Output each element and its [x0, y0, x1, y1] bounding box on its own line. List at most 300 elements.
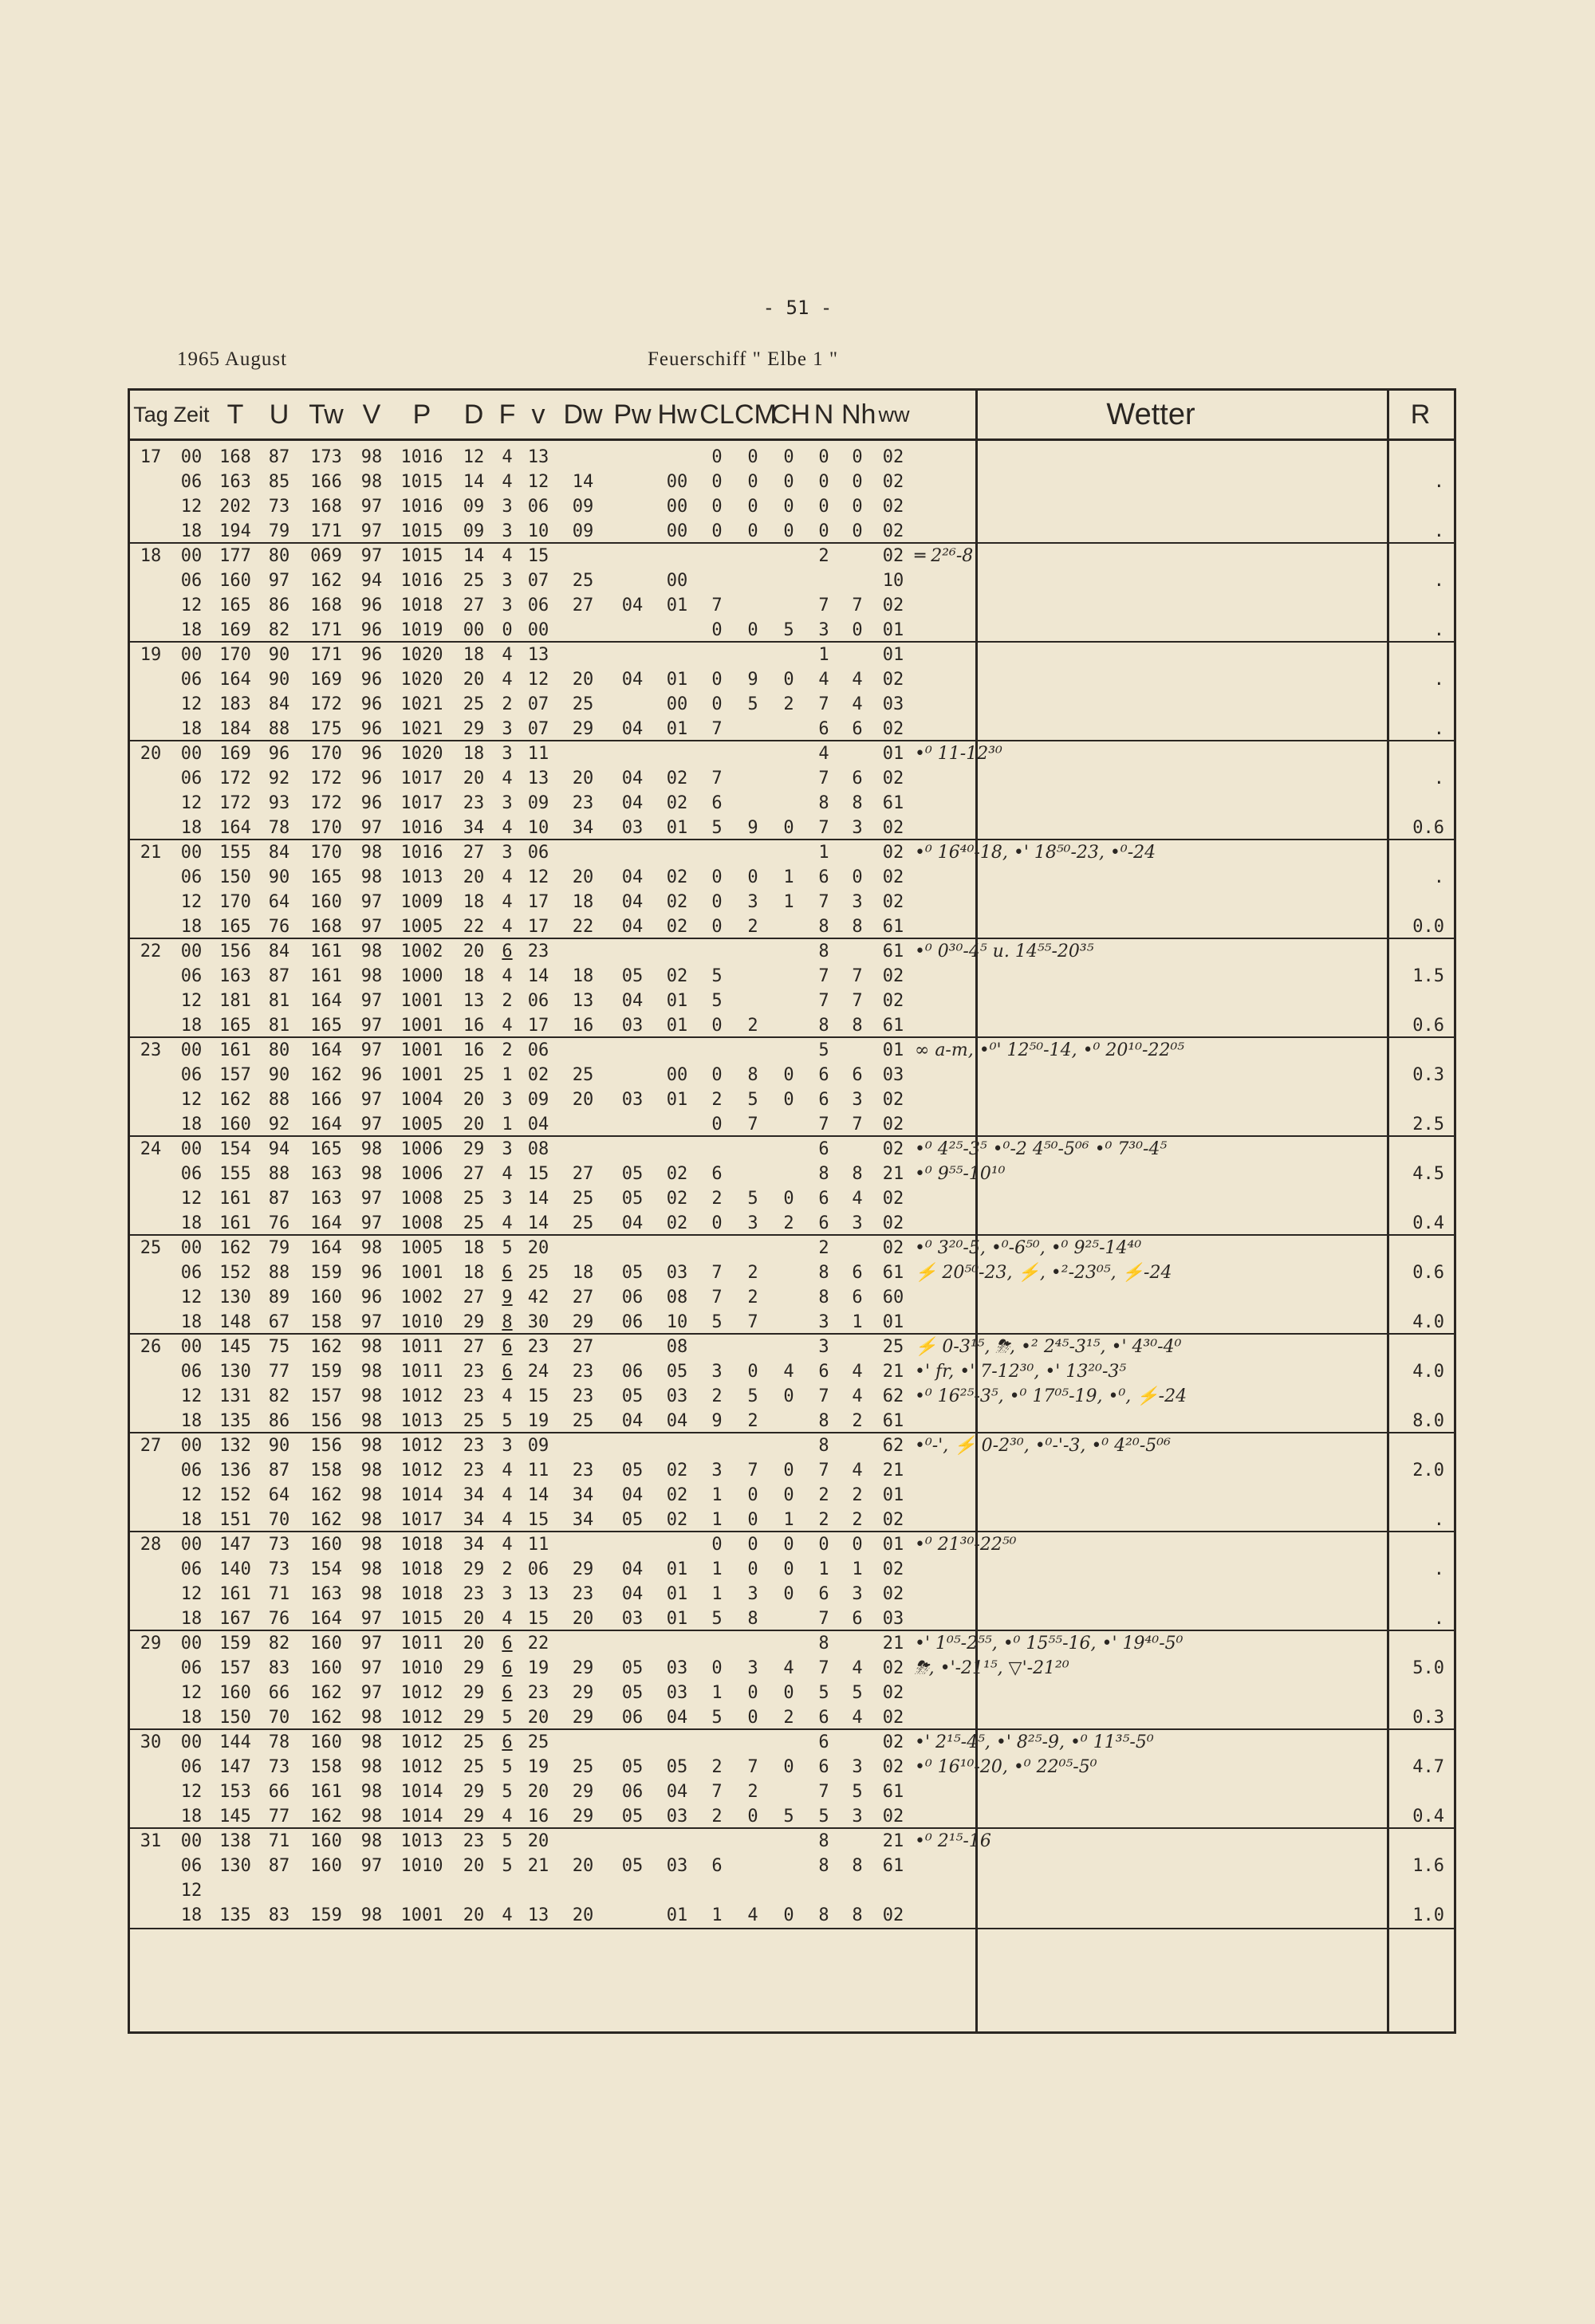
- cell-r: 4.0: [1412, 1312, 1444, 1332]
- cell-r: 2.0: [1412, 1461, 1444, 1481]
- cell-n: 0: [818, 1535, 829, 1555]
- table-row: [130, 618, 1454, 643]
- cell-tw: 172: [310, 694, 342, 714]
- cell-tw: 162: [310, 1708, 342, 1728]
- cell-ch: 0: [783, 497, 794, 517]
- cell-v: 07: [527, 694, 549, 714]
- cell-u: 73: [268, 1535, 290, 1555]
- cell-cl: 7: [711, 596, 723, 615]
- cell-f: 5: [502, 1757, 513, 1777]
- cell-t: 145: [219, 1807, 251, 1827]
- cell-ww: [873, 1878, 913, 1903]
- cell-v: 10: [527, 818, 549, 838]
- cell-ww: 02: [882, 1584, 904, 1604]
- cell-v: 20: [527, 1708, 549, 1728]
- cell-v: 15: [527, 546, 549, 566]
- cell-hw: 00: [666, 497, 688, 517]
- cell-ch: [771, 1112, 806, 1137]
- cell-p: 1001: [400, 1263, 443, 1283]
- cell-zeit: 06: [180, 1856, 203, 1876]
- cell-tw: 172: [310, 793, 342, 813]
- cell-d: 25: [463, 1732, 485, 1752]
- cell-dw: 29: [572, 1559, 594, 1579]
- cell-f: 9: [502, 1288, 513, 1307]
- cell-t: 162: [219, 1090, 251, 1110]
- cell-ch: [771, 1433, 806, 1458]
- cell-cl: 7: [711, 1782, 723, 1802]
- cell-n: 0: [818, 447, 829, 467]
- cell-tw: 173: [310, 447, 342, 467]
- cell-u: 97: [268, 571, 290, 591]
- cell-u: 70: [268, 1510, 290, 1530]
- cell-v: 98: [360, 1164, 383, 1184]
- cell-ch: [771, 1285, 806, 1310]
- cell-d: 18: [463, 1238, 485, 1258]
- cell-f: 4: [502, 645, 513, 665]
- cell-v: 09: [527, 1436, 549, 1456]
- cell-cm: [734, 791, 771, 816]
- cell-u: 87: [268, 1461, 290, 1481]
- cell-p: 1001: [400, 1016, 443, 1036]
- cell-f: 5: [502, 1856, 513, 1876]
- cell-ch: [771, 939, 806, 964]
- cell-cm: [734, 1137, 771, 1162]
- cell-hw: [655, 445, 699, 470]
- cell-tag: 24: [140, 1139, 162, 1159]
- cell-t: 161: [219, 1189, 251, 1209]
- cell-u: 88: [268, 1164, 290, 1184]
- cell-ww: 02: [882, 1090, 904, 1110]
- table-row: [130, 470, 1454, 494]
- cell-pw: 05: [621, 1658, 644, 1678]
- cell-v: 17: [527, 1016, 549, 1036]
- cell-nh: 5: [852, 1782, 863, 1802]
- cell-cm: [734, 568, 771, 593]
- cell-tw: 158: [310, 1757, 342, 1777]
- cell-n: 7: [818, 892, 829, 912]
- cell-pw: 05: [621, 1856, 644, 1876]
- cell-p: 1019: [400, 620, 443, 640]
- cell-ch: [771, 1310, 806, 1335]
- cell-zeit: 06: [180, 1065, 203, 1085]
- cell-cl: 7: [711, 769, 723, 788]
- cell-r: 1.0: [1412, 1905, 1444, 1925]
- table-row: [130, 568, 1454, 593]
- cell-d: 29: [463, 1782, 485, 1802]
- cell-u: 85: [268, 472, 290, 492]
- cell-ch: [771, 1631, 806, 1656]
- table-row: [130, 544, 1454, 568]
- cell-cl: 7: [711, 1263, 723, 1283]
- cell-ch: 0: [783, 472, 794, 492]
- cell-p: 1011: [400, 1337, 443, 1357]
- cell-nh: 7: [852, 596, 863, 615]
- cell-cl: 2: [711, 1757, 723, 1777]
- column-header-cl: CL: [699, 399, 734, 430]
- cell-v: 97: [360, 1856, 383, 1876]
- cell-hw: 00: [666, 472, 688, 492]
- cell-n: [806, 1878, 841, 1903]
- cell-tw: 169: [310, 670, 342, 690]
- cell-dw: [556, 1631, 610, 1656]
- cell-ch: 1: [783, 1510, 794, 1530]
- cell-u: 92: [268, 769, 290, 788]
- cell-cm: 0: [747, 497, 758, 517]
- cell-n: 8: [818, 1856, 829, 1876]
- cell-r: 0.4: [1412, 1213, 1444, 1233]
- cell-f: 3: [502, 1090, 513, 1110]
- cell-zeit: 18: [180, 620, 203, 640]
- cell-pw: 05: [621, 966, 644, 986]
- cell-r: 0.6: [1412, 1263, 1444, 1283]
- cell-dw: 23: [572, 793, 594, 813]
- cell-t: 150: [219, 1708, 251, 1728]
- cell-nh: 3: [852, 818, 863, 838]
- cell-hw: 05: [666, 1757, 688, 1777]
- cell-cl: 9: [711, 1411, 723, 1431]
- cell-n: 8: [818, 1016, 829, 1036]
- table-row: [130, 1087, 1454, 1112]
- cell-u: 79: [268, 1238, 290, 1258]
- cell-v: 98: [360, 1436, 383, 1456]
- cell-n: 6: [818, 719, 829, 739]
- cell-dw: 23: [572, 1386, 594, 1406]
- cell-cl: 0: [711, 497, 723, 517]
- cell-p: 1021: [400, 694, 443, 714]
- cell-ww: 02: [882, 1905, 904, 1925]
- cell-cl: 5: [711, 1609, 723, 1629]
- cell-d: 29: [463, 1139, 485, 1159]
- cell-cl: [699, 568, 734, 593]
- cell-nh: 0: [852, 447, 863, 467]
- cell-zeit: 00: [180, 645, 203, 665]
- cell-n: 7: [818, 1386, 829, 1406]
- cell-n: 0: [818, 497, 829, 517]
- cell-ch: [771, 1137, 806, 1162]
- table-row: [130, 865, 1454, 890]
- cell-n: 1: [818, 645, 829, 665]
- cell-pw: [610, 1063, 655, 1087]
- cell-u: 77: [268, 1807, 290, 1827]
- cell-zeit: 06: [180, 966, 203, 986]
- cell-cl: [699, 1433, 734, 1458]
- cell-wetter: ⚡ 0-3¹⁵, ⛈, •² 2⁴⁵-3¹⁵, •' 4³⁰-4⁰: [915, 1337, 1182, 1357]
- cell-p: 1016: [400, 571, 443, 591]
- cell-zeit: 06: [180, 571, 203, 591]
- cell-t: 177: [219, 546, 251, 566]
- cell-d: 20: [463, 1090, 485, 1110]
- cell-ww: 02: [882, 818, 904, 838]
- cell-zeit: 12: [180, 1288, 203, 1307]
- cell-ch: 2: [783, 694, 794, 714]
- table-row: [130, 1854, 1454, 1878]
- cell-nh: 4: [852, 1708, 863, 1728]
- cell-tw: 171: [310, 620, 342, 640]
- cell-nh: 2: [852, 1411, 863, 1431]
- cell-zeit: 18: [180, 1708, 203, 1728]
- cell-tw: 160: [310, 1535, 342, 1555]
- cell-u: 70: [268, 1708, 290, 1728]
- cell-v: 22: [527, 1634, 549, 1654]
- header-rule: [130, 438, 1454, 441]
- cell-d: 20: [463, 942, 485, 961]
- cell-n: 5: [818, 1040, 829, 1060]
- cell-ww: 61: [882, 942, 904, 961]
- cell-r: 4.7: [1412, 1757, 1444, 1777]
- cell-nh: 4: [852, 670, 863, 690]
- cell-zeit: 18: [180, 1115, 203, 1134]
- cell-cm: 0: [747, 1510, 758, 1530]
- cell-cl: 0: [711, 694, 723, 714]
- table-row: [130, 1211, 1454, 1236]
- cell-pw: 04: [621, 793, 644, 813]
- cell-r: 1.5: [1412, 966, 1444, 986]
- cell-nh: 6: [852, 719, 863, 739]
- cell-v: 96: [360, 645, 383, 665]
- cell-t: 202: [219, 497, 251, 517]
- cell-r: [1387, 1137, 1444, 1162]
- cell-f: 6: [502, 1337, 513, 1357]
- table-row: [130, 692, 1454, 717]
- cell-r: [1387, 1631, 1444, 1656]
- cell-v: 97: [360, 1312, 383, 1332]
- cell-wetter: [915, 816, 1385, 840]
- cell-t: 157: [219, 1658, 251, 1678]
- cell-pw: [610, 1730, 655, 1755]
- cell-tw: 165: [310, 867, 342, 887]
- cell-p: 1015: [400, 521, 443, 541]
- cell-dw: 20: [572, 1090, 594, 1110]
- cell-zeit: 00: [180, 1634, 203, 1654]
- cell-cl: 0: [711, 1016, 723, 1036]
- cell-tw: 162: [310, 571, 342, 591]
- cell-wetter: [915, 1878, 1385, 1903]
- cell-cl: 0: [711, 1213, 723, 1233]
- cell-f: 1: [502, 1115, 513, 1134]
- cell-wetter: •⁰ 2¹⁵-16: [915, 1831, 991, 1851]
- cell-cm: 2: [747, 917, 758, 937]
- table-row: [130, 1878, 1454, 1903]
- cell-u: 90: [268, 645, 290, 665]
- cell-tw: 170: [310, 818, 342, 838]
- cell-zeit: 00: [180, 1831, 203, 1851]
- cell-v: 98: [360, 1485, 383, 1505]
- cell-tag: 31: [140, 1831, 162, 1851]
- cell-r: [1387, 1483, 1444, 1508]
- cell-v: 24: [527, 1362, 549, 1382]
- cell-v: 09: [527, 1090, 549, 1110]
- cell-p: 1006: [400, 1164, 443, 1184]
- cell-pw: 06: [621, 1708, 644, 1728]
- cell-wetter: •⁰ 9⁵⁵-10¹⁰: [915, 1164, 1006, 1184]
- cell-tw: 163: [310, 1189, 342, 1209]
- cell-wetter: [915, 643, 1385, 667]
- cell-r: 5.0: [1412, 1658, 1444, 1678]
- column-header-tw: Tw: [309, 399, 344, 430]
- cell-f: 4: [502, 546, 513, 566]
- cell-cm: [734, 1236, 771, 1260]
- cell-r: 2.5: [1412, 1115, 1444, 1134]
- cell-n: 6: [818, 1362, 829, 1382]
- cell-nh: 6: [852, 1263, 863, 1283]
- cell-cm: 0: [747, 1485, 758, 1505]
- cell-n: 7: [818, 694, 829, 714]
- cell-n: 8: [818, 1905, 829, 1925]
- cell-v: 13: [527, 447, 549, 467]
- cell-pw: 04: [621, 1411, 644, 1431]
- table-row: [130, 1532, 1454, 1557]
- cell-cl: 6: [711, 1164, 723, 1184]
- cell-t: 153: [219, 1782, 251, 1802]
- cell-f: 1: [502, 1065, 513, 1085]
- cell-r: .: [1433, 769, 1444, 788]
- cell-v: 13: [527, 1905, 549, 1925]
- cell-tw: 161: [310, 942, 342, 961]
- cell-wetter: [915, 865, 1385, 890]
- cell-cm: 5: [747, 1189, 758, 1209]
- cell-hw: 02: [666, 1485, 688, 1505]
- cell-p: 1011: [400, 1634, 443, 1654]
- cell-tw: [299, 1878, 353, 1903]
- cell-r: [1387, 840, 1444, 865]
- cell-d: 20: [463, 1115, 485, 1134]
- cell-u: 79: [268, 521, 290, 541]
- cell-zeit: 18: [180, 1510, 203, 1530]
- cell-u: 71: [268, 1831, 290, 1851]
- cell-u: 84: [268, 942, 290, 961]
- table-row: [130, 1260, 1454, 1285]
- cell-p: 1002: [400, 942, 443, 961]
- cell-f: 4: [502, 1485, 513, 1505]
- cell-n: 8: [818, 1436, 829, 1456]
- cell-hw: [655, 1236, 699, 1260]
- cell-hw: 10: [666, 1312, 688, 1332]
- cell-p: 1018: [400, 596, 443, 615]
- cell-hw: 00: [666, 571, 688, 591]
- cell-t: 184: [219, 719, 251, 739]
- cell-t: 138: [219, 1831, 251, 1851]
- cell-r: 0.6: [1412, 1016, 1444, 1036]
- cell-pw: 04: [621, 1213, 644, 1233]
- cell-v: 96: [360, 620, 383, 640]
- cell-nh: [841, 1038, 873, 1063]
- cell-tag: 20: [140, 744, 162, 764]
- cell-r: [1387, 1186, 1444, 1211]
- cell-cm: [734, 1730, 771, 1755]
- column-header-n: N: [813, 399, 834, 430]
- table-end-rule: [130, 1928, 1454, 1929]
- cell-u: 73: [268, 497, 290, 517]
- cell-u: 86: [268, 1411, 290, 1431]
- cell-p: 1016: [400, 497, 443, 517]
- cell-pw: [610, 840, 655, 865]
- cell-zeit: 06: [180, 1263, 203, 1283]
- cell-u: 83: [268, 1905, 290, 1925]
- cell-cm: 2: [747, 1288, 758, 1307]
- cell-d: 34: [463, 1535, 485, 1555]
- cell-zeit: 18: [180, 719, 203, 739]
- table-row: [130, 766, 1454, 791]
- cell-n: 2: [818, 1485, 829, 1505]
- cell-d: 23: [463, 793, 485, 813]
- cell-cl: 3: [711, 1362, 723, 1382]
- cell-v: 42: [527, 1288, 549, 1307]
- cell-v: 06: [527, 1040, 549, 1060]
- cell-t: [211, 1878, 259, 1903]
- cell-ww: 61: [882, 1263, 904, 1283]
- cell-zeit: 18: [180, 917, 203, 937]
- cell-u: 90: [268, 867, 290, 887]
- cell-pw: [610, 1236, 655, 1260]
- cell-t: 131: [219, 1386, 251, 1406]
- cell-f: 4: [502, 1164, 513, 1184]
- cell-ch: [771, 717, 806, 741]
- cell-tw: 172: [310, 769, 342, 788]
- cell-r: .: [1433, 1609, 1444, 1629]
- cell-zeit: 06: [180, 1559, 203, 1579]
- column-header-nh: Nh: [841, 399, 876, 430]
- cell-ww: 02: [882, 1189, 904, 1209]
- cell-tw: 164: [310, 991, 342, 1011]
- cell-u: 73: [268, 1559, 290, 1579]
- cell-n: 8: [818, 942, 829, 961]
- cell-nh: 3: [852, 1213, 863, 1233]
- cell-tw: 165: [310, 1016, 342, 1036]
- cell-wetter: [915, 1112, 1385, 1137]
- column-header-v: V: [362, 399, 381, 430]
- cell-p: 1013: [400, 1411, 443, 1431]
- cell-ww: 02: [882, 1757, 904, 1777]
- cell-cm: 0: [747, 521, 758, 541]
- cell-tw: 162: [310, 1510, 342, 1530]
- cell-ww: 61: [882, 1411, 904, 1431]
- cell-wetter: [915, 964, 1385, 989]
- column-header-d: D: [463, 399, 484, 430]
- cell-d: 09: [463, 521, 485, 541]
- table-row: [130, 1186, 1454, 1211]
- cell-nh: 7: [852, 966, 863, 986]
- cell-t: 163: [219, 966, 251, 986]
- cell-u: 92: [268, 1115, 290, 1134]
- cell-pw: [610, 1903, 655, 1928]
- cell-ww: 02: [882, 1708, 904, 1728]
- cell-p: 1005: [400, 1238, 443, 1258]
- cell-u: 78: [268, 818, 290, 838]
- cell-dw: [556, 618, 610, 643]
- cell-ch: 5: [783, 1807, 794, 1827]
- cell-tag: 30: [140, 1732, 162, 1752]
- cell-ww: 10: [882, 571, 904, 591]
- cell-ww: 02: [882, 966, 904, 986]
- cell-n: 7: [818, 818, 829, 838]
- cell-d: 13: [463, 991, 485, 1011]
- cell-dw: 23: [572, 1584, 594, 1604]
- table-row: [130, 1162, 1454, 1186]
- cell-pw: 05: [621, 1807, 644, 1827]
- cell-hw: 02: [666, 867, 688, 887]
- cell-tw: 162: [310, 1807, 342, 1827]
- cell-nh: 0: [852, 620, 863, 640]
- cell-cl: 1: [711, 1510, 723, 1530]
- cell-n: 6: [818, 1213, 829, 1233]
- cell-ch: [771, 1854, 806, 1878]
- cell-hw: [655, 1532, 699, 1557]
- cell-tw: 154: [310, 1559, 342, 1579]
- cell-p: 1012: [400, 1386, 443, 1406]
- cell-ch: 0: [783, 1905, 794, 1925]
- cell-f: 6: [502, 1263, 513, 1283]
- cell-tw: 156: [310, 1411, 342, 1431]
